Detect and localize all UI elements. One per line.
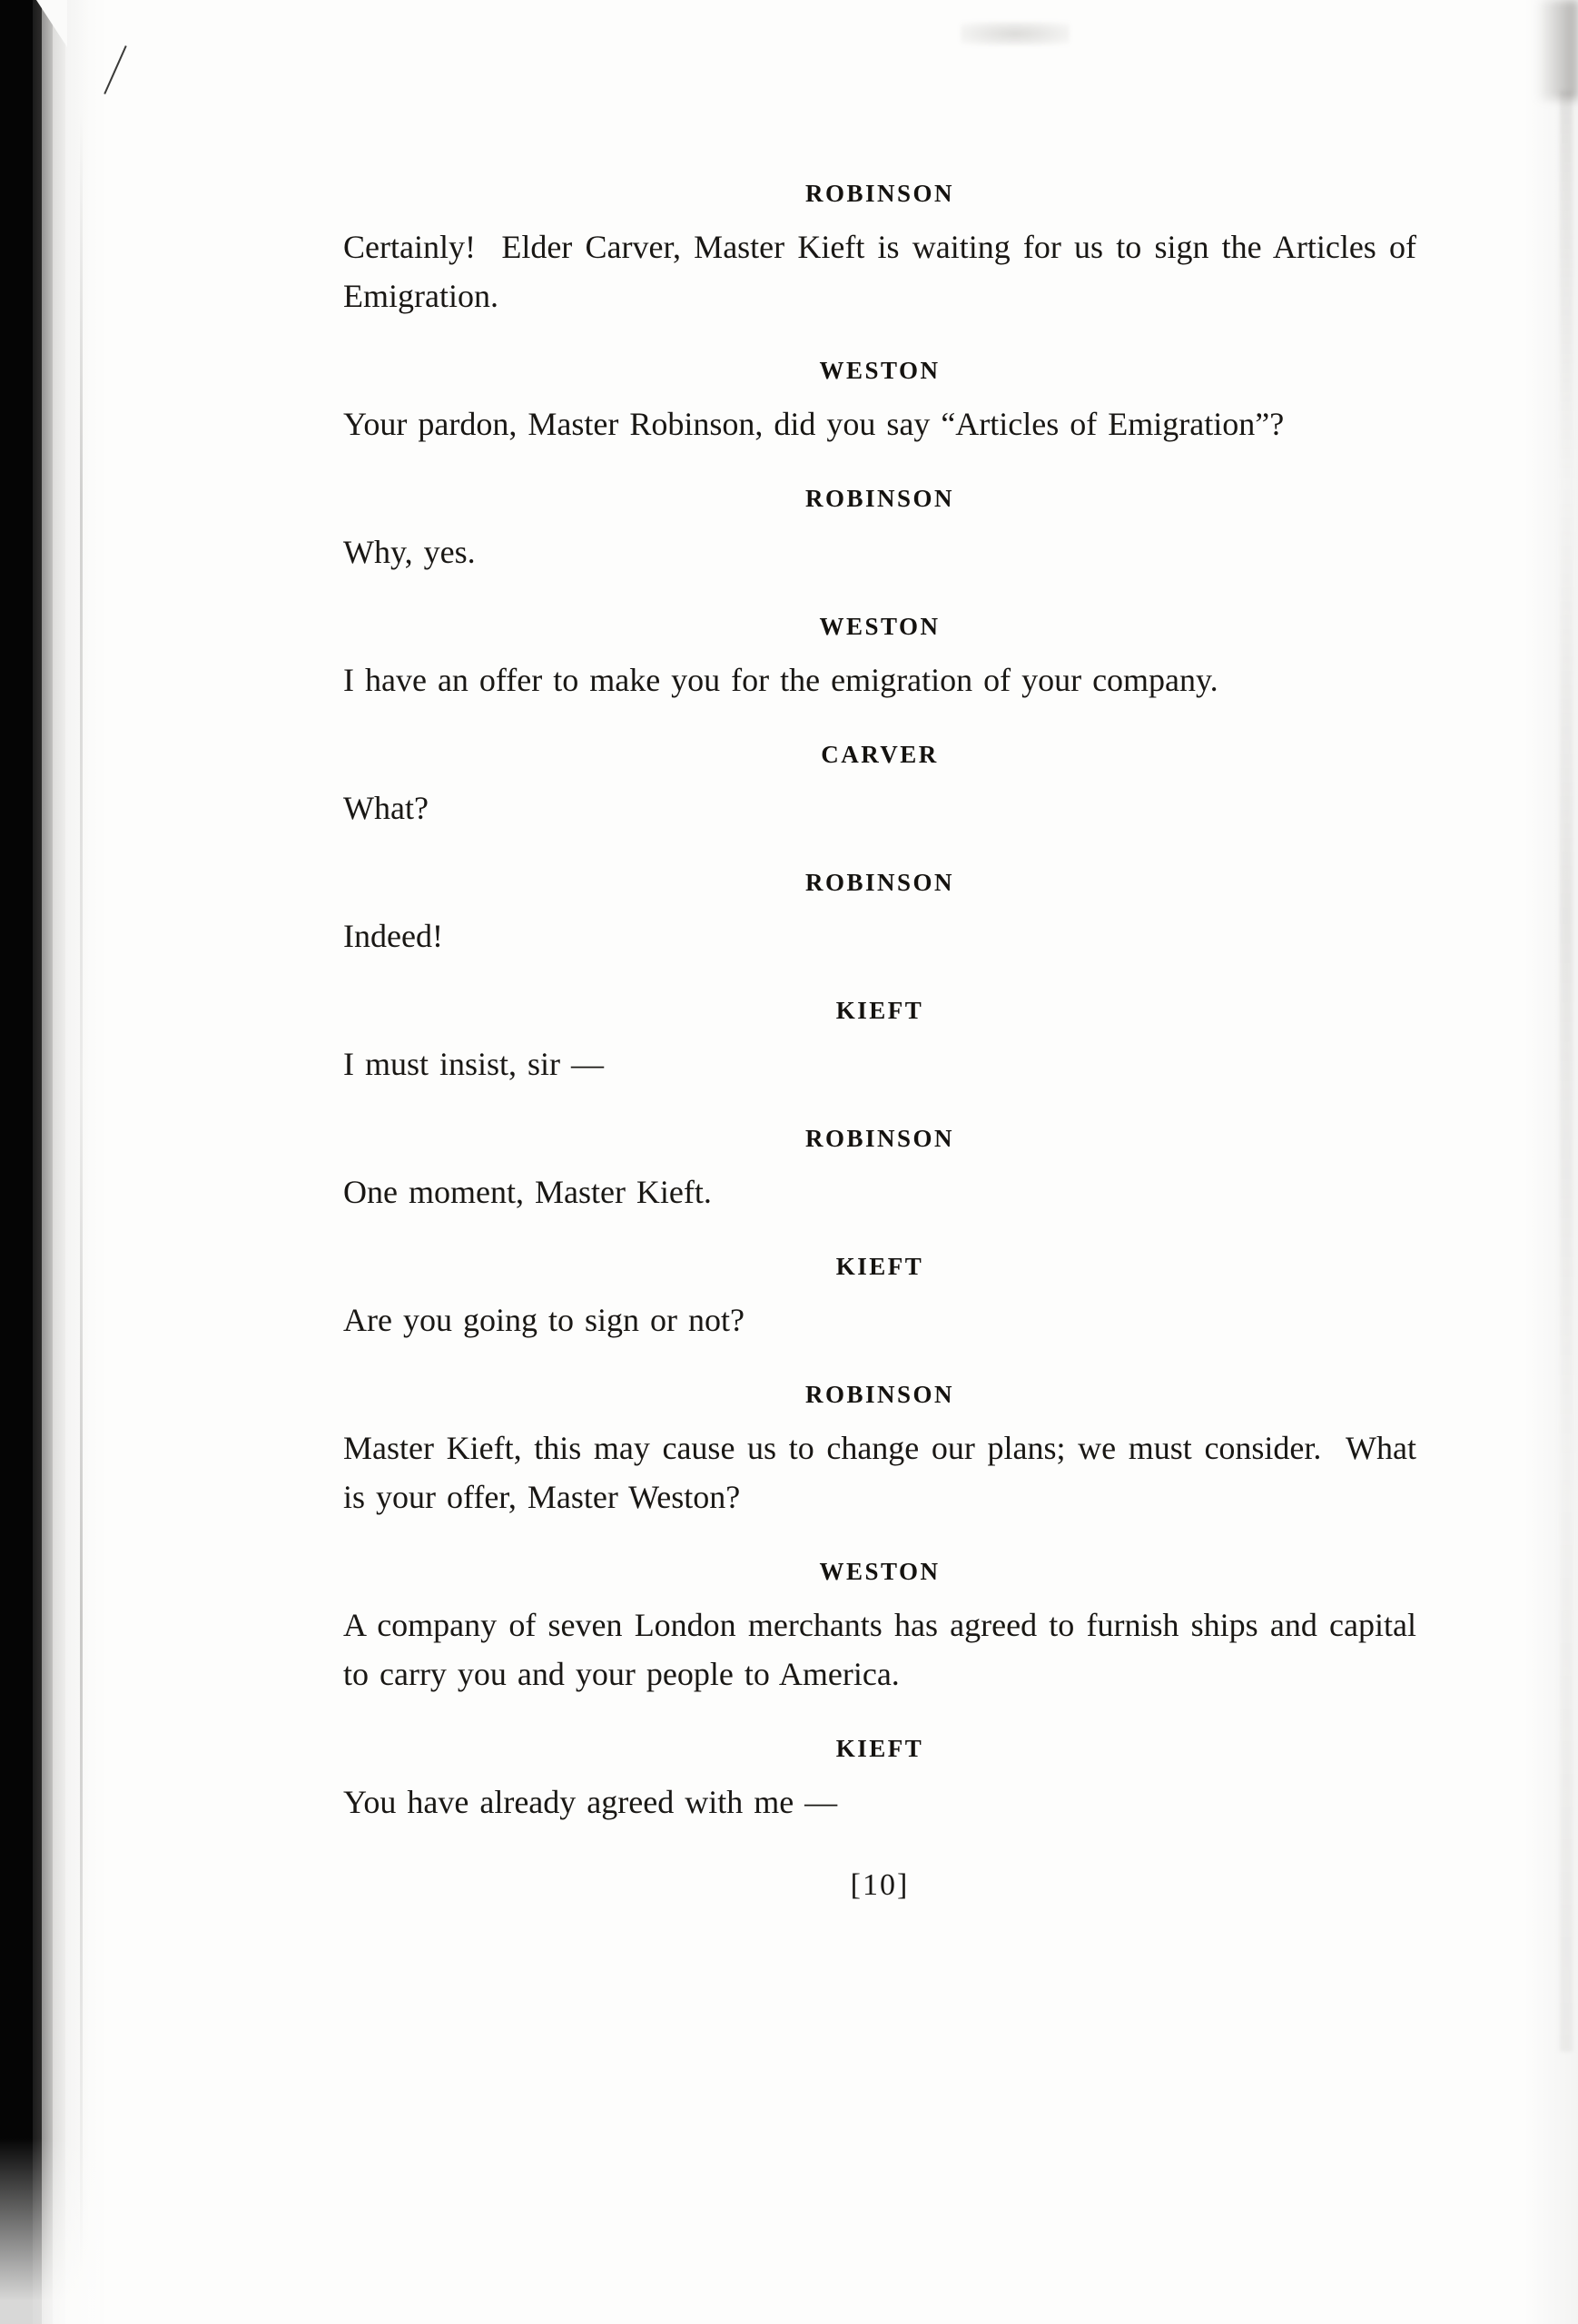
speaker-name: WESTON — [819, 357, 941, 384]
page-content — [343, 180, 1427, 1903]
speaker-name: ROBINSON — [804, 1125, 955, 1152]
dialogue-text: Indeed! — [343, 918, 443, 954]
dialogue-entry — [343, 743, 1416, 832]
dialogue-text: Why, yes. — [343, 534, 476, 570]
speaker-name: ROBINSON — [804, 180, 955, 207]
speaker-name: WESTON — [819, 1558, 941, 1585]
speaker-name: CARVER — [821, 741, 939, 768]
dialogue-entry — [343, 1127, 1416, 1216]
dialogue-entry — [343, 1381, 1427, 1521]
binding-streak — [80, 109, 83, 2270]
dialogue-entry — [343, 1737, 1416, 1827]
dialogue-text: You have already agreed with me — — [343, 1784, 838, 1820]
speaker-name: ROBINSON — [804, 1381, 955, 1408]
dialogue-entry — [343, 615, 1416, 704]
dialogue-text: What? — [343, 790, 429, 826]
speaker-name: ROBINSON — [804, 485, 955, 512]
speaker-name: KIEFT — [835, 997, 924, 1024]
dialogue-entry — [343, 999, 1416, 1088]
dialogue-entry — [343, 180, 1427, 320]
dialogue-entry — [343, 359, 1416, 448]
dialogue-text: Are you going to sign or not? — [343, 1302, 745, 1338]
dialogue-text: One moment, Master Kieft. — [343, 1174, 712, 1210]
dialogue-entry — [343, 1255, 1416, 1344]
dialogue-text: Your pardon, Master Robinson, did you say “Articles of Emigration”? — [343, 406, 1285, 442]
speaker-name: KIEFT — [835, 1253, 924, 1280]
speaker-name: KIEFT — [835, 1735, 924, 1762]
page-number: [10] — [850, 1868, 910, 1902]
speaker-name: ROBINSON — [804, 869, 955, 896]
dialogue-entry — [343, 871, 1416, 960]
dialogue-text: I have an offer to make you for the emigration of your company. — [343, 662, 1218, 698]
dialogue-entry — [343, 487, 1416, 576]
scan-edge-texture — [1560, 91, 1573, 2052]
binding-shadow — [0, 0, 100, 2324]
speaker-name: WESTON — [819, 613, 941, 640]
dialogue-text: A company of seven London merchants has agreed to furnish ships and capital to carry you and your people to America. — [343, 1607, 1427, 1692]
dialogue-text: I must insist, sir — — [343, 1046, 605, 1082]
dialogue-text: Certainly! Elder Carver, Master Kieft is waiting for us to sign the Articles of Emigration. — [343, 229, 1427, 314]
page-corner-fold-line — [104, 45, 126, 94]
scan-smudge-top-right — [1536, 0, 1578, 100]
scan-speckle — [961, 22, 1070, 45]
dialogue-entry — [343, 1558, 1427, 1699]
dialogue-text: Master Kieft, this may cause us to change our plans; we must consider. What is your offer, Master Weston? — [343, 1430, 1427, 1515]
page-corner-fold — [36, 0, 67, 47]
